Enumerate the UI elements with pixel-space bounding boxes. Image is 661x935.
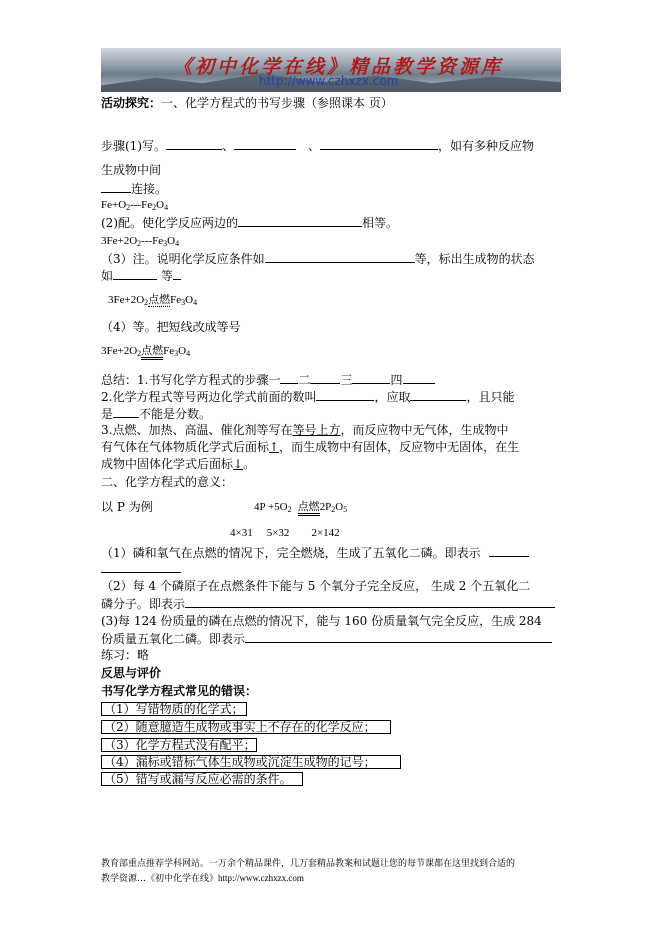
header-banner [101, 48, 561, 92]
meaning-equation: $4P +5O_2$ 点燃$2P_2O_5$ [254, 501, 348, 514]
error-item: （5）错写或漏写反应必需的条件。 [101, 772, 303, 787]
summary-line5: 有气体在气体物质化学式后面标↑，而生成物中有固体，反应物中无固体，在生 [101, 440, 520, 454]
error-item: （1）写错物质的化学式； [101, 702, 247, 717]
summary-line6: 成物中固体化学式后面标↓。 [101, 457, 256, 471]
footer-line1: 教育部重点推荐学科网站。一万余个精品课件，几万套精品教案和试题让您的每节课都在这里找到合适的 [101, 859, 516, 869]
step4-line: （4）等。把短线改成等号 [101, 320, 241, 334]
footer-line2: 教学资源…《初中化学在线》http://www.czhxzx.com [101, 873, 304, 884]
meaning-1-blank [101, 561, 181, 577]
summary-line4: 3.点燃、加热、高温、催化剂等写在等号上方，而反应物中无气体，生成物中 [101, 423, 509, 437]
banner-title: 《初中化学在线》精品教学资源库 [173, 56, 504, 78]
footer-url[interactable]: http://www.czhxzx.com [218, 873, 304, 883]
error-item: （4）漏标或错标气体生成物或沉淀生成物的记号； [101, 755, 401, 770]
reflect-subheading: 书写化学方程式常见的错误： [101, 684, 258, 698]
error-item: （3）化学方程式没有配平； [101, 738, 257, 753]
summary-line1: 总结：1.书写化学方程式的步骤一 二 三 四 [101, 372, 435, 388]
meaning-1: （1）磷和氧气在点燃的情况下，完全燃烧，生成了五氧化二磷。即表示 [101, 545, 529, 561]
meaning-2b: 磷分子。即表示 [101, 596, 555, 612]
error-item: （2）随意臆造生成物或事实上不存在的化学反应； [101, 720, 391, 735]
meaning-heading: 二、化学方程式的意义： [101, 475, 234, 489]
reflect-heading: 反思与评价 [101, 666, 162, 680]
banner-url[interactable]: http://www.czhxzx.com [259, 74, 399, 88]
summary-line2: 2.化学方程式等号两边化学式前面的数叫 ，应取 ，且只能 [101, 390, 515, 404]
step1-line: 步骤(1)写。 、 、 ，如有多种反应物 [101, 139, 535, 153]
practice-line: 练习：略 [101, 648, 150, 662]
activity-heading: 活动探究：一、化学方程式的书写步骤（参照课本 页） [101, 96, 393, 110]
meaning-3a: (3)每 124 份质量的磷在点燃的情况下，能与 160 份质量氧气完全反应，生成 284 [101, 614, 542, 628]
summary-line3: 是 不能是分数。 [101, 407, 212, 421]
meaning-masses: 4×31 5×32 2×142 [230, 527, 340, 539]
meaning-2a: （2）每 4 个磷原子在点燃条件下能与 5 个氧分子完全反应， 生成 2 个五氧化二 [101, 579, 531, 593]
meaning-3b: 份质量五氧化二磷。即表示 [101, 631, 552, 647]
equation-2: $3Fe+2O_2---Fe_3O_4$ [101, 235, 180, 248]
step3-line: （3）注。说明化学反应条件如 等，标出生成物的状态 [101, 252, 535, 266]
up-arrow-icon: ↑ [269, 440, 280, 454]
step1-line3: 连接。 [101, 181, 167, 197]
step2-line: (2)配。使化学反应两边的 相等。 [101, 216, 399, 230]
step1-line2: 生成物中间 [101, 163, 162, 177]
step3-line2: 如 等 [101, 268, 181, 284]
equation-3: $3Fe+2O_2$点燃$Fe_3O_4$ [108, 294, 198, 307]
equation-4: $3Fe+2O_2$点燃$Fe_3O_4$ [101, 345, 191, 358]
down-arrow-icon: ↓ [233, 457, 244, 471]
equation-1: $Fe+O_2---Fe_2O_4$ [101, 199, 169, 212]
meaning-example: 以 P 为例 [101, 500, 153, 514]
